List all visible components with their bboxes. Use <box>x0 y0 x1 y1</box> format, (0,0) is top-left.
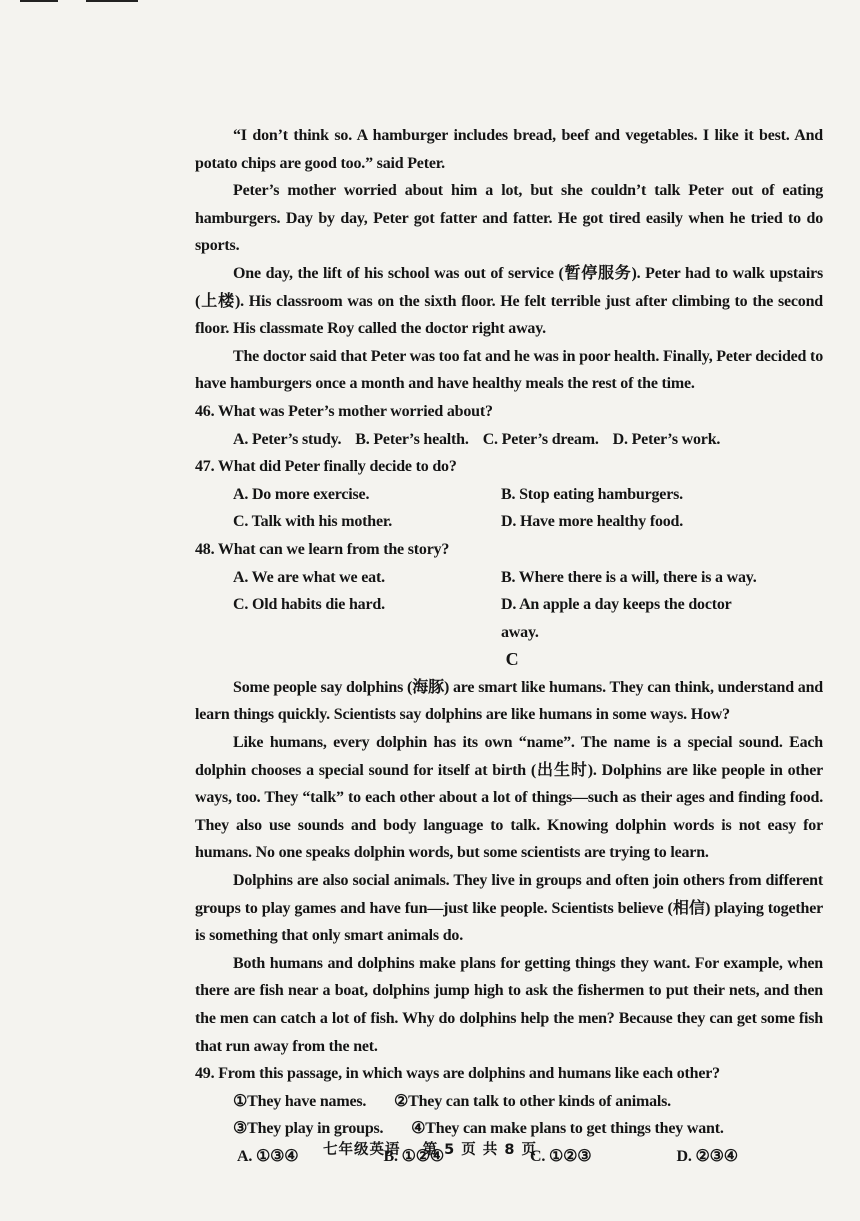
statement-2: ②They can talk to other kinds of animals. <box>393 1092 671 1110</box>
option-a: A. Do more exercise. <box>233 485 370 503</box>
option-a: A. Peter’s study. <box>233 430 342 448</box>
question-48-options-row-1 <box>195 564 823 592</box>
exam-content <box>195 122 823 1171</box>
option-d: D. Peter’s work. <box>612 430 721 448</box>
page-footer <box>0 1138 860 1159</box>
option-b: B. Where there is a will, there is a way. <box>501 568 757 586</box>
statement-3: ③They play in groups. <box>233 1120 384 1138</box>
option-a: A. We are what we eat. <box>233 568 385 586</box>
section-c-heading: C <box>505 649 519 670</box>
passage-c-paragraph: Dolphins are also social animals. They live in groups and often join others from different groups to play games and have fun—just like people. Scientists believe (相信) playing together is something that only smart animals do. <box>195 872 823 945</box>
passage-b-paragraph: Peter’s mother worried about him a lot, but she couldn’t talk Peter out of eating hamburgers. Day by day, Peter got fatter and fatter. He got tired easily when he tried to do sports. <box>195 182 823 255</box>
question-49-statements-row-1 <box>195 1088 823 1116</box>
option-b: B. Peter’s health. <box>355 430 469 448</box>
top-rule-right <box>86 0 138 2</box>
footer-page-number: 第 5 页 共 8 页 <box>422 1142 537 1158</box>
option-c: C. Peter’s dream. <box>482 430 599 448</box>
statement-4: ④They can make plans to get things they want. <box>411 1120 724 1138</box>
option-a: A. ①③④ <box>237 1147 299 1165</box>
statement-1: ①They have names. <box>233 1092 367 1110</box>
footer-subject: 七年级英语 <box>323 1142 401 1158</box>
top-rule-left <box>20 0 58 2</box>
passage-b-paragraph: One day, the lift of his school was out of service (暂停服务). Peter had to walk upstairs (上楼). His classroom was on the sixth floor. He felt terrible just after climbing to the second floor. His classmate Roy called the doctor right away. <box>195 264 823 338</box>
question-49-stem: 49. From this passage, in which ways are dolphins and humans like each other? <box>195 1065 720 1083</box>
question-48-stem: 48. What can we learn from the story? <box>195 540 450 558</box>
question-48-options-row-2 <box>195 591 823 646</box>
question-47-options-row-1 <box>195 481 823 509</box>
question-46-options <box>195 426 823 454</box>
option-c: C. Talk with his mother. <box>233 513 393 531</box>
option-b: B. Stop eating hamburgers. <box>501 485 683 503</box>
question-47-stem: 47. What did Peter finally decide to do? <box>195 458 457 476</box>
question-47-options-row-2 <box>195 508 823 536</box>
option-d: D. An apple a day keeps the doctor away. <box>501 596 732 641</box>
question-46-stem: 46. What was Peter’s mother worried about? <box>195 402 493 420</box>
option-c: C. ①②③ <box>530 1147 592 1165</box>
option-d: D. Have more healthy food. <box>501 513 684 531</box>
option-b: B. ①②④ <box>383 1147 445 1165</box>
option-d: D. ②③④ <box>676 1147 738 1165</box>
option-c: C. Old habits die hard. <box>233 596 385 614</box>
passage-b-paragraph: The doctor said that Peter was too fat and he was in poor health. Finally, Peter decided to have hamburgers once a month and have healthy meals the rest of the time. <box>195 347 823 393</box>
passage-c-paragraph: Some people say dolphins (海豚) are smart like humans. They can think, understand and learn things quickly. Scientists say dolphins are like humans in some ways. How? <box>195 678 823 724</box>
passage-b-paragraph: “I don’t think so. A hamburger includes bread, beef and vegetables. I like it best. And potato chips are good too.” said Peter. <box>195 127 823 172</box>
passage-c-paragraph: Like humans, every dolphin has its own “name”. The name is a special sound. Each dolphin chooses a special sound for itself at birth (出生时). Dolphins are like people in other ways, too. They “talk” to each other about a lot of things—such as their ages and finding food. They also use sounds and body language to talk. Knowing dolphin words is not easy for humans. No one speaks dolphin words, but some scientists are trying to learn. <box>195 734 823 862</box>
passage-c-paragraph: Both humans and dolphins make plans for getting things they want. For example, when there are fish near a boat, dolphins jump high to ask the fishermen to put their nets, and then the men can catch a lot of fish. Why do dolphins help the men? Because they can get some fish that run away from the net. <box>195 954 823 1055</box>
